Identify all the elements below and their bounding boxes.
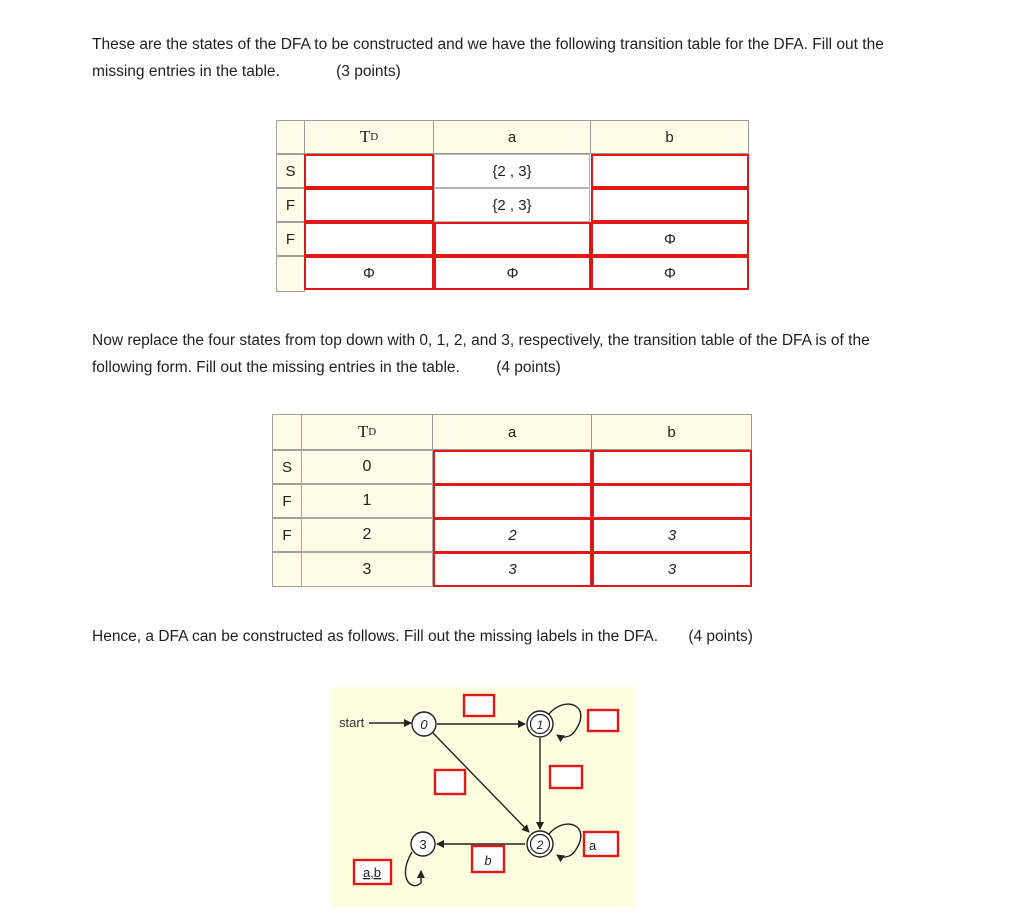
t1-header-td: [304, 120, 434, 154]
t2-header-a: a: [432, 414, 592, 450]
label-box-3-self: [354, 860, 391, 884]
t2-r2-td: 1: [301, 484, 433, 518]
paragraph-1-line-2-text: missing entries in the table.: [92, 63, 280, 80]
t1-r3-b: Φ: [591, 222, 749, 256]
label-box-0-to-2[interactable]: [435, 770, 465, 794]
paragraph-3-text: Hence, a DFA can be constructed as follows. Fill out the missing labels in the DFA.: [92, 628, 659, 645]
t2-r4-a: 3: [433, 552, 592, 587]
t2-r4-b: 3: [592, 552, 752, 587]
t2-header-td-main: T: [357, 422, 369, 441]
paragraph-3: [92, 623, 753, 650]
label-box-2-self: [584, 832, 618, 856]
t2-r2-b-blank[interactable]: [592, 484, 752, 519]
dfa-svg: [331, 687, 636, 907]
t1-r1-td-blank[interactable]: [304, 154, 434, 188]
t1-r3-td-blank[interactable]: [304, 222, 434, 256]
t2-header-td-sub: D: [368, 426, 377, 438]
t1-side-header: [276, 120, 305, 154]
t1-header-td-sub: D: [370, 131, 379, 143]
t1-r4-b: Φ: [591, 256, 749, 290]
label-box-2-to-3: [472, 846, 504, 872]
t2-r3-a: 2: [433, 518, 592, 553]
label-box-1-to-2[interactable]: [550, 766, 582, 788]
t1-r2-b-blank[interactable]: [591, 188, 749, 222]
state-3: [411, 832, 435, 856]
paragraph-1: [92, 31, 884, 85]
t1-r2-td-blank[interactable]: [304, 188, 434, 222]
t2-side-row-2: F: [272, 484, 302, 518]
t1-r4-a: Φ: [434, 256, 591, 290]
t1-header-td-main: T: [359, 127, 371, 146]
paragraph-1-line-1: These are the states of the DFA to be constructed and we have the following transition table for the DFA. Fill out the: [92, 36, 884, 53]
t1-r1-a: {2 , 3}: [434, 154, 590, 188]
t2-side-header: [272, 414, 302, 450]
t1-r3-a-blank[interactable]: [434, 222, 591, 256]
t2-r3-td: 2: [301, 518, 433, 552]
t2-r2-a-blank[interactable]: [433, 484, 592, 519]
state-2-label: 2: [536, 838, 544, 852]
paragraph-3-points: (4 points): [688, 628, 753, 645]
t2-r4-td: 3: [301, 552, 433, 587]
t2-r1-b-blank[interactable]: [592, 450, 752, 485]
state-1: [527, 711, 553, 737]
state-0-label: 0: [420, 717, 428, 732]
paragraph-2-points: (4 points): [496, 359, 561, 376]
t2-side-row-3: F: [272, 518, 302, 552]
label-2-self-text: a: [589, 838, 597, 853]
paragraph-2-line-2: [92, 354, 870, 381]
t2-r3-b: 3: [592, 518, 752, 553]
self-loop-2: [549, 824, 581, 857]
start-label: start: [339, 715, 365, 730]
label-box-0-to-1[interactable]: [464, 695, 494, 716]
t1-r2-a: {2 , 3}: [434, 188, 590, 222]
state-0: [412, 712, 436, 736]
state-1-label: 1: [536, 718, 544, 732]
t1-side-row-4: [276, 256, 305, 292]
t2-r1-a-blank[interactable]: [433, 450, 592, 485]
paragraph-2-line-1: Now replace the four states from top down with 0, 1, 2, and 3, respectively, the transition table of the DFA is of the: [92, 332, 870, 349]
paragraph-1-line-2: [92, 58, 884, 85]
t1-side-row-1: S: [276, 154, 305, 188]
t2-r1-td: 0: [301, 450, 433, 484]
paragraph-1-points: (3 points): [336, 63, 401, 80]
t2-side-row-4: [272, 552, 302, 587]
t2-header-b: b: [591, 414, 752, 450]
label-box-1-self[interactable]: [588, 710, 618, 731]
t1-r1-b-blank[interactable]: [591, 154, 749, 188]
t2-header-td: [301, 414, 433, 450]
label-2-to-3-text: b: [484, 853, 492, 868]
t1-header-b: b: [590, 120, 749, 154]
state-2: [527, 831, 553, 857]
t1-header-a: a: [433, 120, 591, 154]
t1-side-row-2: F: [276, 188, 305, 222]
paragraph-2-line-2-text: following form. Fill out the missing entries in the table.: [92, 359, 460, 376]
dfa-diagram: [331, 687, 636, 907]
self-loop-3: [405, 852, 421, 886]
paragraph-2: [92, 327, 870, 381]
self-loop-1: [549, 704, 581, 737]
t1-r4-td: Φ: [304, 256, 434, 290]
t2-side-row-1: S: [272, 450, 302, 484]
state-3-label: 3: [419, 837, 427, 852]
t1-side-row-3: F: [276, 222, 305, 256]
label-3-self-text: a,b: [362, 865, 382, 880]
